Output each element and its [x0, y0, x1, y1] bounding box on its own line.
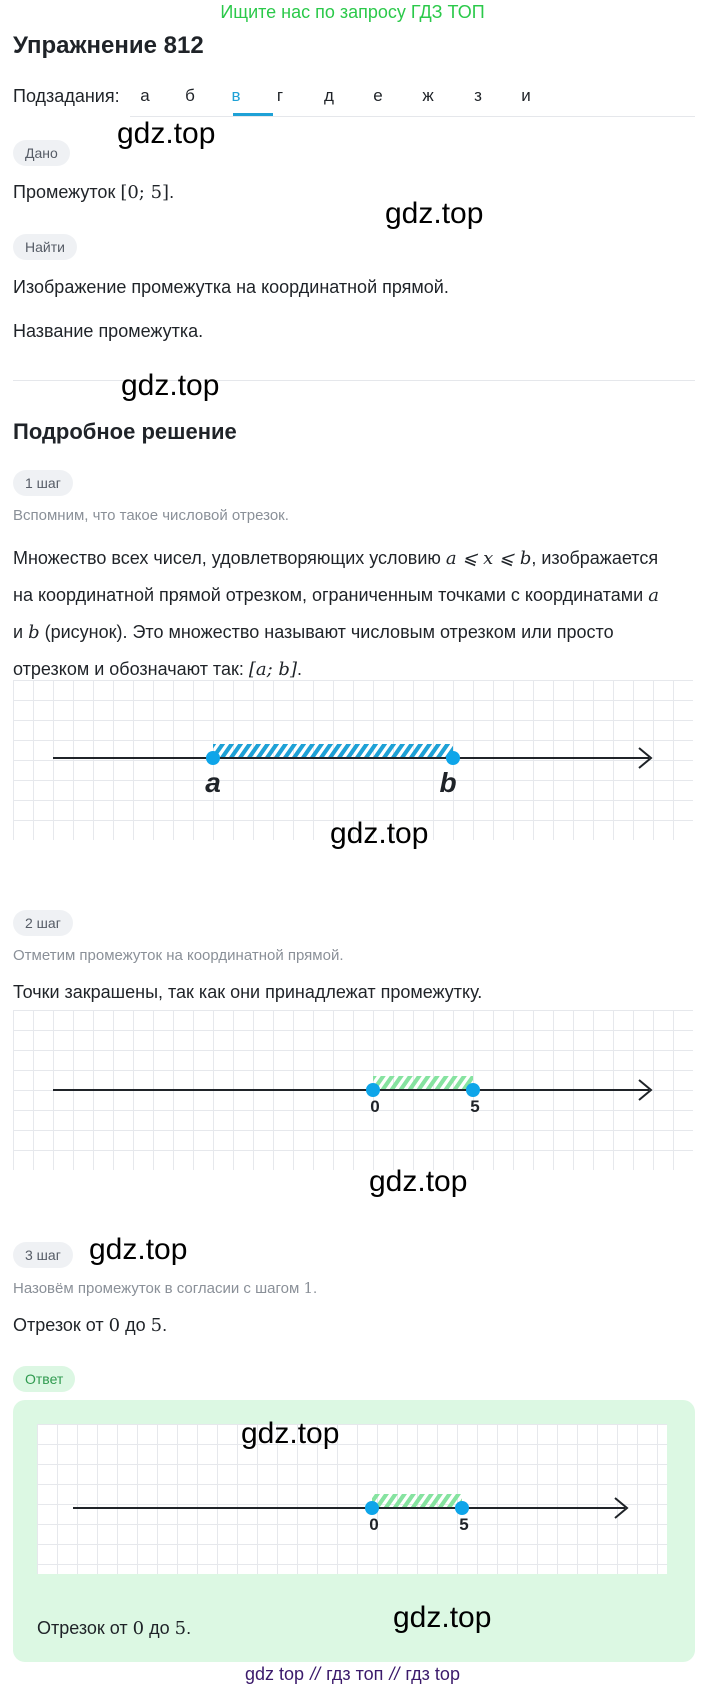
- answer-m2: 5: [174, 1618, 187, 1639]
- step1-m3: b: [28, 622, 40, 643]
- page-title: Упражнение 812: [13, 32, 204, 59]
- watermark: gdz.top: [121, 369, 220, 402]
- given-text: [13, 180, 174, 205]
- solution-title: Подробное решение: [13, 419, 237, 444]
- divider: [13, 380, 695, 381]
- footer-link-gdz-top-ru[interactable]: гдз топ: [326, 1664, 384, 1684]
- step1-t6: отрезком и обозначают так:: [13, 659, 249, 679]
- tab-v[interactable]: в: [231, 86, 241, 105]
- step1-t2: , изображается: [531, 548, 659, 568]
- answer-t2: до: [144, 1618, 175, 1638]
- answer-t1: Отрезок от: [37, 1618, 133, 1638]
- step1-t3: на координатной прямой отрезком, ограниченным точками с координатами: [13, 585, 649, 605]
- top-banner: Ищите нас по запросу ГДЗ ТОП: [220, 2, 485, 22]
- step3-hint-before: Назовём промежуток в согласии с шагом: [13, 1280, 304, 1297]
- watermark: gdz.top: [393, 1601, 492, 1634]
- subtask-tabs: [130, 76, 695, 117]
- point-b: [446, 751, 460, 765]
- step3-m1: 0: [108, 1315, 121, 1336]
- tab-z[interactable]: з: [474, 86, 482, 105]
- answer-number-line: [37, 1424, 667, 1574]
- label-a: a: [205, 767, 221, 798]
- answer-m1: 0: [132, 1618, 145, 1639]
- step1-m1: a ⩽ x ⩽ b: [445, 548, 532, 569]
- find-chip: Найти: [13, 234, 77, 260]
- tab-i[interactable]: и: [521, 86, 531, 105]
- segment-hatch: [372, 1494, 462, 1508]
- given-math: [0; 5]: [120, 182, 170, 203]
- step1-hint: Вспомним, что такое числовой отрезок.: [13, 507, 289, 524]
- answer-figure: [37, 1424, 667, 1574]
- point-0: [365, 1501, 379, 1515]
- step1-t5: (рисунок). Это множество называют числовым отрезком или просто: [39, 622, 614, 642]
- tab-a[interactable]: а: [140, 86, 150, 105]
- footer-separator: //: [389, 1664, 400, 1684]
- watermark: gdz.top: [369, 1165, 468, 1198]
- subtasks-label: Подзадания:: [13, 86, 120, 106]
- tab-e[interactable]: е: [373, 86, 383, 105]
- point-5: [455, 1501, 469, 1515]
- active-tab-indicator: [233, 113, 273, 116]
- find-line-1: Изображение промежутка на координатной прямой.: [13, 277, 449, 297]
- tab-g[interactable]: г: [276, 86, 284, 105]
- step3-t3: .: [162, 1315, 168, 1335]
- footer-link-gdz-top-mixed[interactable]: гдз top: [405, 1664, 460, 1684]
- tab-b[interactable]: б: [185, 86, 195, 105]
- tab-d[interactable]: д: [324, 86, 334, 105]
- answer-box: [13, 1400, 695, 1662]
- label-5: 5: [470, 1097, 480, 1116]
- step3-text: [13, 1313, 167, 1338]
- point-a: [206, 751, 220, 765]
- step3-hint-num: 1: [303, 1279, 313, 1297]
- point-5: [466, 1083, 480, 1097]
- step1-m4: [a; b]: [248, 659, 297, 680]
- given-text-before: Промежуток: [13, 182, 121, 202]
- step1-chip: 1 шаг: [13, 470, 73, 496]
- number-line-0-5: [13, 1010, 693, 1170]
- step3-hint-after: .: [312, 1280, 318, 1297]
- answer-t3: .: [186, 1618, 192, 1638]
- step1-t7: .: [296, 659, 302, 679]
- label-5: 5: [459, 1515, 469, 1534]
- step1-text: [13, 540, 703, 688]
- find-line-2: Название промежутка.: [13, 321, 204, 341]
- point-0: [366, 1083, 380, 1097]
- footer-links: [0, 1662, 705, 1686]
- label-0: 0: [370, 1097, 380, 1116]
- step1-t4: и: [13, 622, 29, 642]
- answer-text: [37, 1616, 191, 1641]
- step2-chip: 2 шаг: [13, 910, 73, 936]
- step3-t2: до: [120, 1315, 151, 1335]
- step3-hint: [13, 1278, 317, 1299]
- watermark: gdz.top: [330, 817, 429, 850]
- segment-hatch: [213, 744, 453, 758]
- step2-figure: [13, 1010, 693, 1170]
- step2-text: Точки закрашены, так как они принадлежат промежутку.: [13, 982, 483, 1002]
- label-b: b: [439, 767, 457, 798]
- step3-m2: 5: [150, 1315, 163, 1336]
- footer-separator: //: [310, 1664, 321, 1684]
- segment-hatch: [373, 1076, 473, 1090]
- watermark: gdz.top: [241, 1417, 340, 1450]
- label-0: 0: [369, 1515, 379, 1534]
- answer-chip: Ответ: [13, 1366, 75, 1392]
- watermark: gdz.top: [117, 117, 216, 150]
- step2-hint: Отметим промежуток на координатной прямой.: [13, 947, 344, 964]
- step1-m2: a: [648, 585, 659, 606]
- step3-t1: Отрезок от: [13, 1315, 109, 1335]
- given-chip: Дано: [13, 140, 70, 166]
- footer-link-gdz-top[interactable]: gdz top: [245, 1664, 305, 1684]
- step1-t1: Множество всех чисел, удовлетворяющих условию: [13, 548, 446, 568]
- step3-chip: 3 шаг: [13, 1242, 73, 1268]
- watermark: gdz.top: [89, 1233, 188, 1266]
- given-text-after: .: [169, 182, 175, 202]
- watermark: gdz.top: [385, 197, 484, 230]
- tab-zh[interactable]: ж: [422, 86, 434, 105]
